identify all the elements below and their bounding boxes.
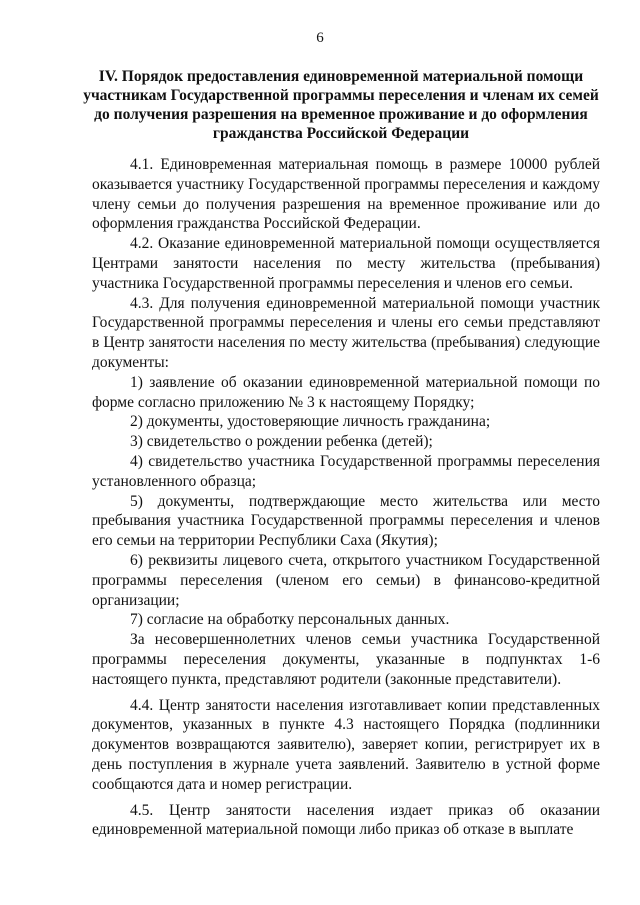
list-item-4: 4) свидетельство участника Государственной программы переселения установленного образца; bbox=[92, 452, 600, 490]
paragraph-4-1: 4.1. Единовременная материальная помощь в размере 10000 рублей оказывается участнику Государственной программы переселения и каждому члену семьи до получения разрешения на временное проживание или до оформления гражданства Российской Федерации. bbox=[92, 156, 600, 233]
section-heading: IV. Порядок предоставления единовременной материальной помощи участникам Государственной программы переселения и членам их семей до получения разрешения на временное проживание и до оформления гражданства Российской Федерации bbox=[83, 68, 599, 142]
paragraph-4-2: 4.2. Оказание единовременной материальной помощи осуществляется Центрами занятости населения по месту жительства (пребывания) участника Государственной программы переселения и членов его семьи. bbox=[92, 235, 600, 292]
paragraph-minors: За несовершеннолетних членов семьи участника Государственной программы переселения документы, указанные в подпунктах 1-6 настоящего пункта, представляют родители (законные представители). bbox=[92, 631, 600, 688]
list-item-7: 7) согласие на обработку персональных данных. bbox=[130, 611, 450, 629]
list-item-6: 6) реквизиты лицевого счета, открытого участником Государственной программы переселения (членом его семьи) в финансово-кредитной организации; bbox=[92, 551, 600, 609]
paragraph-4-3: 4.3. Для получения единовременной материальной помощи участник Государственной программы переселения и члены его семьи представляют в Центр занятости населения по месту жительства (пребывания) следующие документы: bbox=[92, 294, 600, 371]
page-number: 6 bbox=[316, 30, 324, 46]
list-item-3: 3) свидетельство о рождении ребенка (детей); bbox=[130, 433, 433, 451]
paragraph-4-5: 4.5. Центр занятости населения издает приказ об оказании единовременной материальной помощи либо приказ об отказе в выплате bbox=[92, 801, 600, 839]
list-item-2: 2) документы, удостоверяющие личность гражданина; bbox=[130, 413, 491, 431]
document-body bbox=[92, 155, 600, 840]
list-item-1: 1) заявление об оказании единовременной материальной помощи по форме согласно приложению № 3 к настоящему Порядку; bbox=[92, 373, 600, 411]
paragraph-4-4: 4.4. Центр занятости населения изготавливает копии представленных документов, указанных в пункте 4.3 настоящего Порядка (подлинники документов возвращаются заявителю), заверяет копии, регистрирует их в день поступления в журнале учета заявлений. Заявителю в устной форме сообщаются дата и номер регистрации. bbox=[92, 696, 600, 793]
list-item-5: 5) документы, подтверждающие место жительства или место пребывания участника Государственной программы переселения и членов его семьи на территории Республики Саха (Якутия); bbox=[92, 492, 600, 550]
